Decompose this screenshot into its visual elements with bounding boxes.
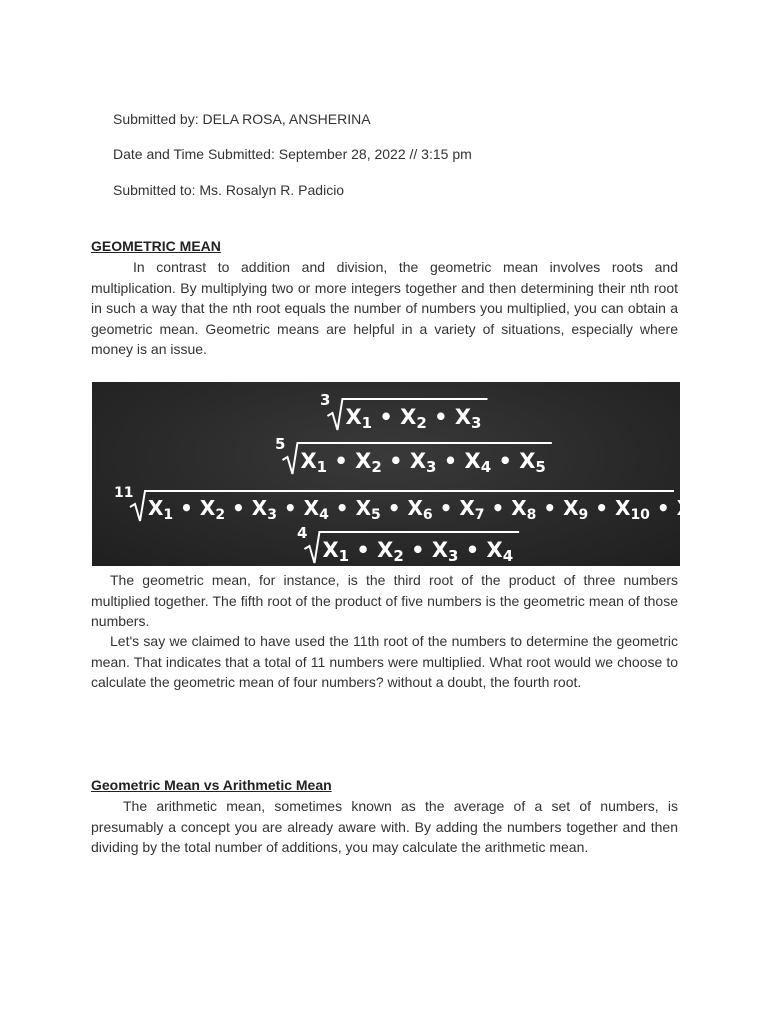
term-variable: X [519, 449, 536, 473]
term-subscript: 4 [480, 458, 492, 476]
term-subscript: 9 [578, 507, 589, 523]
section-heading-geometric-mean: GEOMETRIC MEAN [91, 238, 221, 254]
term-variable: X [322, 538, 339, 562]
term-subscript: 7 [474, 507, 485, 523]
submitted-by: Submitted by: DELA ROSA, ANSHERINA [113, 111, 371, 127]
term-subscript: 3 [471, 414, 482, 432]
term-variable: X [345, 405, 362, 429]
term-variable: X [676, 496, 693, 520]
term-subscript: 2 [371, 458, 382, 476]
term-subscript: 6 [422, 507, 433, 523]
term-subscript: 2 [416, 414, 427, 432]
paragraph-intro [91, 257, 678, 360]
term-separator: • [432, 496, 460, 520]
term-variable: X [511, 496, 527, 520]
term-separator: • [436, 449, 465, 473]
term-separator: • [649, 496, 677, 520]
root-index: 4 [297, 524, 308, 542]
date-time-submitted: Date and Time Submitted: September 28, 2022 // 3:15 pm [113, 146, 472, 162]
term-subscript: 3 [426, 458, 437, 476]
term-separator: • [491, 449, 520, 473]
root-index: 3 [320, 391, 331, 409]
term-subscript: 2 [215, 507, 226, 523]
term-variable: X [303, 496, 320, 520]
paragraph-arithmetic [91, 796, 678, 858]
paragraph-eleventh-root-text: Let's say we claimed to have used the 11th root of the numbers to determine the geometric mean. That indicates that a total of 11 numbers were multiplied. What root would we choose to calculate the geometric mean of four numbers? without a doubt, the fourth root. [91, 633, 678, 691]
term-separator: • [536, 496, 564, 520]
term-subscript: 1 [361, 414, 373, 432]
term-subscript: 1 [316, 458, 328, 476]
term-variable: X [563, 496, 579, 520]
term-subscript: 4 [319, 507, 329, 523]
term-subscript: 1 [163, 507, 174, 523]
term-subscript: 1 [338, 547, 350, 565]
term-subscript: 4 [502, 547, 514, 565]
term-variable: X [199, 496, 216, 520]
term-variable: X [355, 496, 371, 520]
term-subscript: 10 [630, 507, 650, 523]
radical-equation-5 [275, 435, 552, 476]
equation-board [92, 382, 712, 566]
term-variable: X [407, 496, 423, 520]
term-separator: • [403, 538, 432, 562]
term-separator: • [225, 496, 252, 520]
section-heading-comparison: Geometric Mean vs Arithmetic Mean [91, 777, 332, 793]
term-variable: X [400, 405, 417, 429]
root-index: 5 [275, 435, 286, 453]
term-separator: • [588, 496, 616, 520]
submitted-to: Submitted to: Ms. Rosalyn R. Padicio [113, 182, 345, 198]
term-separator: • [458, 538, 487, 562]
term-variable: X [300, 449, 317, 473]
term-variable: X [454, 405, 472, 429]
radicand [148, 496, 712, 523]
term-separator: • [372, 405, 401, 429]
term-subscript: 5 [370, 507, 381, 523]
term-separator: • [173, 496, 200, 520]
radicand [345, 405, 481, 432]
term-subscript: 3 [267, 507, 277, 523]
term-separator: • [426, 405, 455, 429]
term-subscript: 8 [526, 507, 537, 523]
term-separator: • [328, 496, 356, 520]
term-separator: • [349, 538, 378, 562]
term-variable: X [409, 449, 427, 473]
term-subscript: 11 [692, 507, 712, 523]
radicand [322, 538, 513, 565]
paragraph-eleventh-root [91, 631, 678, 693]
root-index: 11 [114, 485, 134, 501]
term-variable: X [486, 538, 503, 562]
term-separator: • [381, 449, 410, 473]
term-variable: X [459, 496, 475, 520]
term-subscript: 2 [393, 547, 404, 565]
term-subscript: 5 [535, 458, 546, 476]
paragraph-arithmetic-text: The arithmetic mean, sometimes known as the average of a set of numbers, is presumably a concept you are already aware with. By adding the numbers together and then dividing by the total number of additions, you may calculate the arithmetic mean. [91, 798, 678, 856]
term-subscript: 3 [448, 547, 459, 565]
term-variable: X [615, 496, 631, 520]
radicand [300, 449, 545, 476]
term-variable: X [355, 449, 372, 473]
radical-equation-4 [297, 524, 519, 565]
paragraph-example-text: The geometric mean, for instance, is the third root of the product of three numbers multiplied together. The fifth root of the product of five numbers is the geometric mean of those numbers. [91, 572, 678, 630]
term-separator: • [276, 496, 304, 520]
radical-equation-3 [320, 391, 487, 432]
term-variable: X [431, 538, 449, 562]
paragraph-example [91, 570, 678, 632]
term-variable: X [464, 449, 481, 473]
term-separator: • [484, 496, 512, 520]
paragraph-intro-text: In contrast to addition and division, the geometric mean involves roots and multiplication. By multiplying two or more integers together and then determining their nth root in such a way that the nth root equals the number of numbers you multiplied, you can obtain a geometric mean. Geometric means are helpful in a variety of situations, especially where money is an issue. [91, 259, 678, 358]
term-separator: • [327, 449, 356, 473]
term-variable: X [148, 496, 164, 520]
equation-figure [92, 382, 712, 566]
term-variable: X [377, 538, 394, 562]
term-variable: X [251, 496, 268, 520]
radical-equation-11 [114, 485, 712, 523]
term-separator: • [380, 496, 408, 520]
